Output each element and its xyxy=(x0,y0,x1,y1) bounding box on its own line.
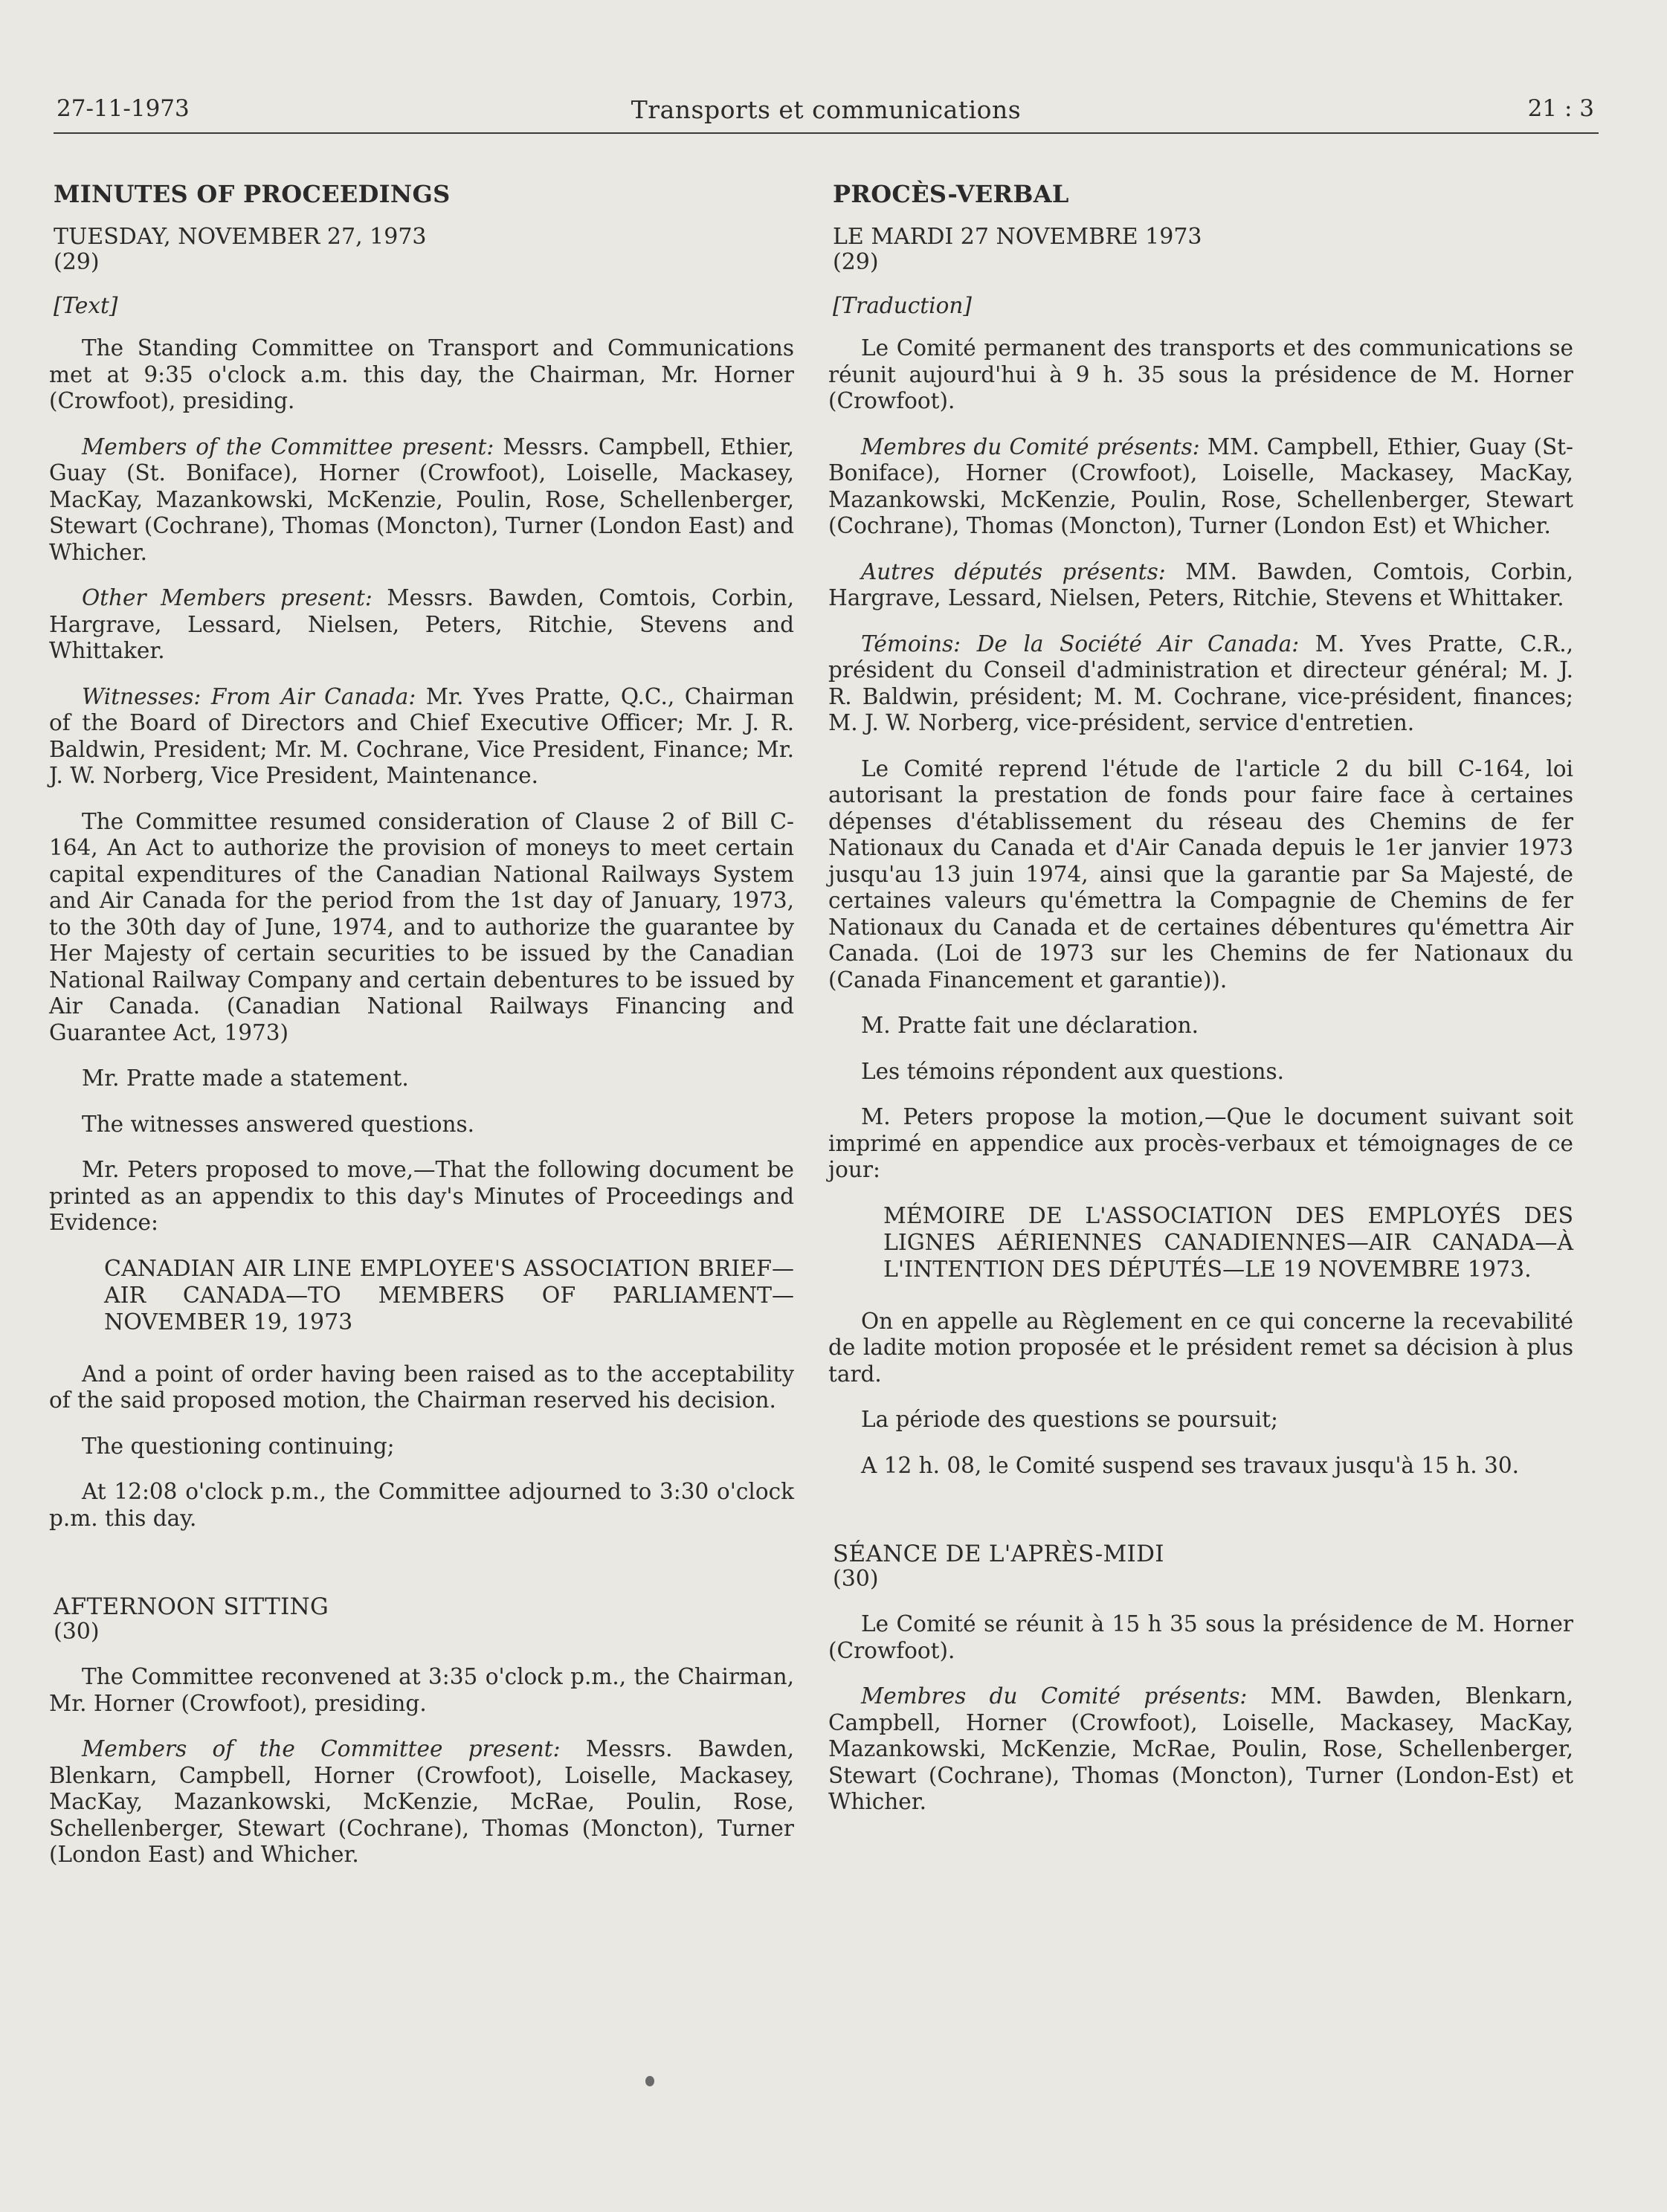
witnesses-list: Mr. Yves Pratte, Q.C., Chairman of the Board of Directors and Chief Executive Officer; Mr. J. R. Baldwin, President; Mr. M. Cochrane, Vice President, Finance; Mr. J. W. Norberg, Vice President, Maintenance. xyxy=(49,683,795,788)
french-column xyxy=(828,172,1573,1835)
other-members-label-fr: Autres députés présents: xyxy=(861,558,1166,584)
members-list-fr: MM. Campbell, Ethier, Guay (St-Boniface), Horner (Crowfoot), Loiselle, Mackasey, MacKay, Mazankowski, McKenzie, Poulin, Rose, Schellenberger, Stewart (Cochrane), Thomas (Moncton), Turner (London Est) et Whicher. xyxy=(828,433,1573,538)
statement-paragraph-fr: M. Pratte fait une déclaration. xyxy=(861,1013,1199,1038)
afternoon-members-label: Members of the Committee present: xyxy=(82,1736,561,1761)
adjournment-paragraph-fr: A 12 h. 08, le Comité suspend ses travaux jusqu'à 15 h. 30. xyxy=(861,1452,1519,1478)
questions-paragraph-fr: Les témoins répondent aux questions. xyxy=(861,1058,1284,1084)
header-date: 27-11-1973 xyxy=(57,95,190,122)
members-present-fr xyxy=(828,434,1573,540)
bill-paragraph-fr: Le Comité reprend l'étude de l'article 2 du bill C-164, loi autorisant la prestation de fonds pour faire face à certaines dépenses d'établissement du réseau des Chemins de fer Nationaux du Canada et d'Air Canada depuis le 1er janvier 1973 jusqu'au 13 juin 1974, ainsi que la garantie par Sa Majesté, de certaines valeurs qu'émettra la Compagnie de Chemins de fer Nationaux du Canada et de certaines débentures qu'émettra Air Canada. (Loi de 1973 sur les Chemins de fer Nationaux du (Canada Financement et garantie)). xyxy=(828,755,1573,993)
afternoon-members-fr xyxy=(828,1683,1573,1816)
witnesses-fr xyxy=(828,631,1573,737)
text-tag: [Text] xyxy=(54,292,118,318)
questions-paragraph: The witnesses answered questions. xyxy=(82,1111,475,1137)
adjournment-paragraph: At 12:08 o'clock p.m., the Committee adjourned to 3:30 o'clock p.m. this day. xyxy=(49,1479,794,1531)
ink-mark xyxy=(645,2076,654,2086)
witnesses xyxy=(49,684,794,790)
meeting-date-fr: LE MARDI 27 NOVEMBRE 1973 xyxy=(833,223,1202,250)
brief-title: CANADIAN AIR LINE EMPLOYEE'S ASSOCIATION BRIEF—AIR CANADA—TO MEMBERS OF PARLIAMENT—NOVEMBER 19, 1973 xyxy=(104,1255,794,1335)
questioning-paragraph-fr: La période des questions se poursuit; xyxy=(861,1407,1278,1432)
members-present xyxy=(49,434,794,567)
afternoon-heading-fr: SÉANCE DE L'APRÈS-MIDI xyxy=(833,1541,1164,1567)
page-number: 21 : 3 xyxy=(1527,95,1594,122)
opening-paragraph-fr: Le Comité permanent des transports et des communications se réunit aujourd'hui à 9 h. 35 sous la présidence de M. Horner (Crowfoot). xyxy=(828,335,1573,413)
other-members-list-fr: MM. Bawden, Comtois, Corbin, Hargrave, Lessard, Nielsen, Peters, Ritchie, Stevens et Whittaker. xyxy=(828,558,1573,610)
minutes-heading: MINUTES OF PROCEEDINGS xyxy=(54,180,451,208)
questioning-paragraph: The questioning continuing; xyxy=(82,1433,395,1459)
afternoon-number: (30) xyxy=(54,1619,100,1645)
statement-paragraph: Mr. Pratte made a statement. xyxy=(82,1065,409,1091)
point-of-order-paragraph: And a point of order having been raised as to the acceptability of the said proposed motion, the Chairman reserved his decision. xyxy=(49,1361,794,1413)
witnesses-label: Witnesses: From Air Canada: xyxy=(82,683,416,709)
header-title: Transports et communications xyxy=(631,95,1022,124)
opening-paragraph: The Standing Committee on Transport and Communications met at 9:35 o'clock a.m. this day, the Chairman, Mr. Horner (Crowfoot), presiding. xyxy=(49,335,794,413)
meeting-number-fr: (29) xyxy=(833,248,879,275)
afternoon-members-label-fr: Membres du Comité présents: xyxy=(861,1683,1248,1709)
afternoon-members xyxy=(49,1736,794,1868)
other-members xyxy=(49,585,794,665)
afternoon-number-fr: (30) xyxy=(833,1566,879,1592)
motion-paragraph-fr: M. Peters propose la motion,—Que le document suivant soit imprimé en appendice aux procès-verbaux et témoignages de ce jour: xyxy=(828,1104,1573,1182)
afternoon-members-list-fr: MM. Bawden, Blenkarn, Campbell, Horner (Crowfoot), Loiselle, Mackasey, MacKay, Mazankowski, McKenzie, McRae, Poulin, Rose, Schellenberger, Stewart (Cochrane), Thomas (Moncton), Turner (London-Est) et Whicher. xyxy=(828,1683,1573,1814)
other-members-label: Other Members present: xyxy=(82,585,373,610)
translation-tag: [Traduction] xyxy=(833,292,972,318)
page-header xyxy=(54,88,1599,134)
meeting-number: (29) xyxy=(54,248,100,275)
other-members-list: Messrs. Bawden, Comtois, Corbin, Hargrave, Lessard, Nielsen, Peters, Ritchie, Stevens and Whittaker. xyxy=(49,585,794,663)
bill-paragraph: The Committee resumed consideration of Clause 2 of Bill C-164, An Act to authorize the provision of moneys to meet certain capital expenditures of the Canadian National Railways System and Air Canada for the period from the 1st day of January, 1973, to the 30th day of June, 1974, and to authorize the guarantee by Her Majesty of certain securities to be issued by the Canadian National Railway Company and certain debentures to be issued by Air Canada. (Canadian National Railways Financing and Guarantee Act, 1973) xyxy=(49,808,794,1045)
other-members-fr xyxy=(828,559,1573,612)
reconvened-paragraph-fr: Le Comité se réunit à 15 h 35 sous la présidence de M. Horner (Crowfoot). xyxy=(828,1611,1573,1663)
witnesses-label-fr: Témoins: De la Société Air Canada: xyxy=(861,631,1300,657)
meeting-date: TUESDAY, NOVEMBER 27, 1973 xyxy=(54,223,427,250)
members-list: Messrs. Campbell, Ethier, Guay (St. Boniface), Horner (Crowfoot), Loiselle, Mackasey, MacKay, Mazankowski, McKenzie, Poulin, Rose, Schellenberger, Stewart (Cochrane), Thomas (Moncton), Turner (London East) and Whicher. xyxy=(49,433,794,565)
afternoon-members-list: Messrs. Bawden, Blenkarn, Campbell, Horner (Crowfoot), Loiselle, Mackasey, MacKay, Mazankowski, McKenzie, McRae, Poulin, Rose, Schellenberger, Stewart (Cochrane), Thomas (Moncton), Turner (London East) and Whicher. xyxy=(49,1736,794,1867)
point-of-order-paragraph-fr: On en appelle au Règlement en ce qui concerne la recevabilité de ladite motion proposée et le président remet sa décision à plus tard. xyxy=(828,1308,1573,1387)
brief-title-fr: MÉMOIRE DE L'ASSOCIATION DES EMPLOYÉS DES LIGNES AÉRIENNES CANADIENNES—AIR CANADA—À L'INTENTION DES DÉPUTÉS—LE 19 NOVEMBRE 1973. xyxy=(883,1202,1573,1283)
afternoon-heading: AFTERNOON SITTING xyxy=(54,1593,329,1620)
english-column xyxy=(49,172,794,1888)
witnesses-list-fr: M. Yves Pratte, C.R., président du Conseil d'administration et directeur général; M. J. R. Baldwin, président; M. M. Cochrane, vice-président, finances; M. J. W. Norberg, vice-président, service d'entretien. xyxy=(828,631,1573,735)
members-label-fr: Membres du Comité présents: xyxy=(861,433,1200,460)
reconvened-paragraph: The Committee reconvened at 3:35 o'clock p.m., the Chairman, Mr. Horner (Crowfoot), presiding. xyxy=(49,1664,794,1716)
proces-verbal-heading: PROCÈS-VERBAL xyxy=(833,180,1069,208)
members-label: Members of the Committee present: xyxy=(82,433,494,460)
motion-paragraph: Mr. Peters proposed to move,—That the following document be printed as an appendix to this day's Minutes of Proceedings and Evidence: xyxy=(49,1157,794,1235)
